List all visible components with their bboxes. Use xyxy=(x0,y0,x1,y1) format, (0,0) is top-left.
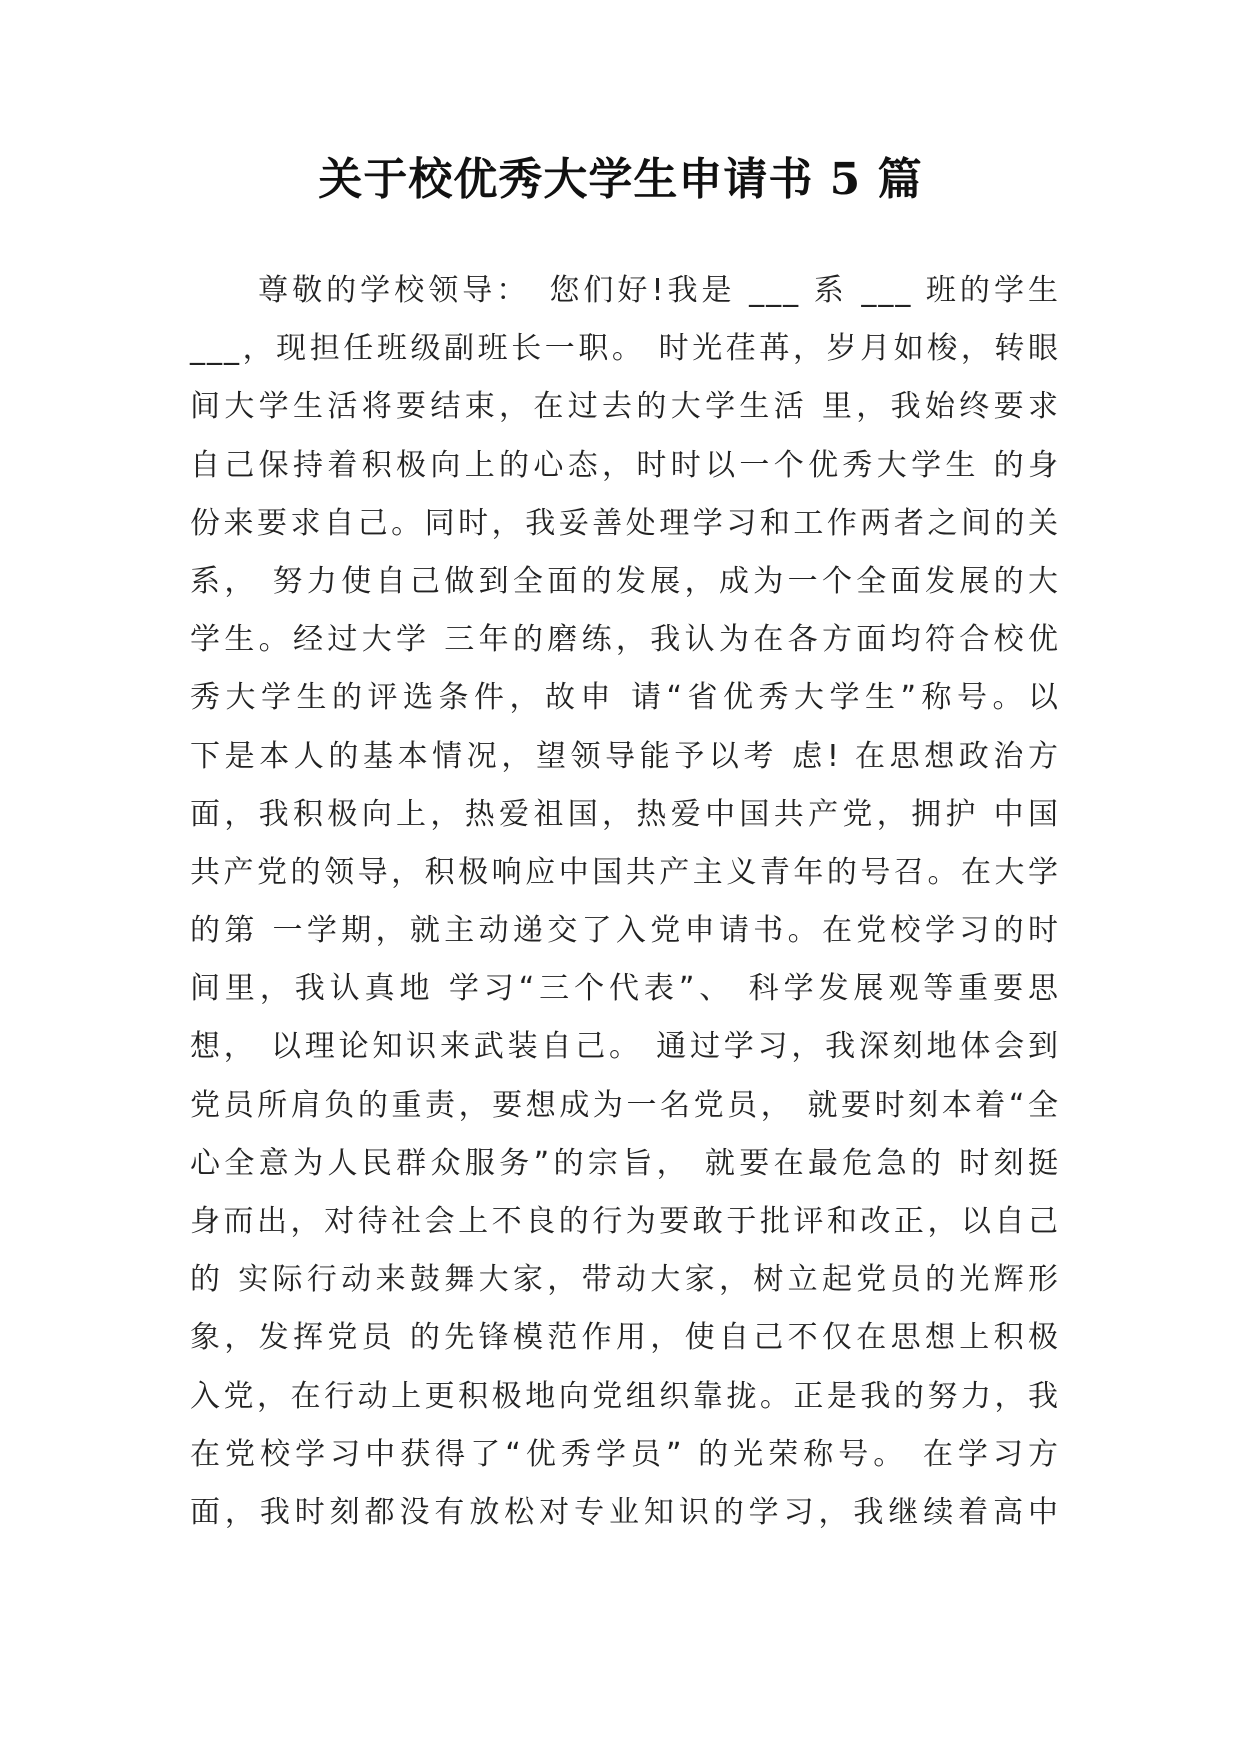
body-line: 尊敬的学校领导： 您们好!我是 ___ 系 ___ 班的学生 xyxy=(190,273,1060,308)
body-line: 间里，我认真地 学习“三个代表”、 科学发展观等重要思 xyxy=(190,971,1060,1007)
body-line: 共产党的领导，积极响应中国共产主义青年的号召。在大学 xyxy=(190,854,1060,890)
body-line: 入党，在行动上更积极地向党组织靠拢。正是我的努力，我 xyxy=(190,1378,1060,1414)
document-title: 关于校优秀大学生申请书 5 篇 xyxy=(318,154,923,205)
body-line: 心全意为人民群众服务”的宗旨， 就要在最危急的 时刻挺 xyxy=(190,1145,1060,1181)
body-line: 系， 努力使自己做到全面的发展，成为一个全面发展的大 xyxy=(190,563,1060,599)
body-line: 的 实际行动来鼓舞大家，带动大家，树立起党员的光辉形 xyxy=(190,1262,1060,1298)
body-line: 面，我时刻都没有放松对专业知识的学习，我继续着高中 xyxy=(190,1494,1060,1530)
body-line: 在党校学习中获得了“优秀学员” 的光荣称号。 在学习方 xyxy=(190,1436,1060,1472)
body-line: 身而出，对待社会上不良的行为要敢于批评和改正，以自己 xyxy=(190,1204,1060,1239)
body-line: 下是本人的基本情况，望领导能予以考 虑! 在思想政治方 xyxy=(190,738,1060,774)
body-line: 想， 以理论知识来武装自己。 通过学习，我深刻地体会到 xyxy=(190,1029,1060,1065)
body-line: 象，发挥党员 的先锋模范作用，使自己不仅在思想上积极 xyxy=(190,1320,1060,1356)
body-line: 党员所肩负的重责，要想成为一名党员， 就要时刻本着“全 xyxy=(190,1087,1060,1123)
body-line: 间大学生活将要结束，在过去的大学生活 里，我始终要求 xyxy=(190,389,1060,425)
body-line: ___，现担任班级副班长一职。 时光荏苒，岁月如梭，转眼 xyxy=(190,331,1060,367)
body-line: 面，我积极向上，热爱祖国，热爱中国共产党，拥护 中国 xyxy=(190,796,1060,832)
body-line: 学生。经过大学 三年的磨练，我认为在各方面均符合校优 xyxy=(190,622,1060,658)
body-line: 秀大学生的评选条件，故申 请“省优秀大学生”称号。以 xyxy=(190,680,1060,716)
body-line: 的第 一学期，就主动递交了入党申请书。在党校学习的时 xyxy=(190,913,1060,949)
body-line: 份来要求自己。同时，我妥善处理学习和工作两者之间的关 xyxy=(190,505,1060,541)
body-line: 自己保持着积极向上的心态，时时以一个优秀大学生 的身 xyxy=(190,447,1060,483)
document-body xyxy=(190,262,1060,1542)
